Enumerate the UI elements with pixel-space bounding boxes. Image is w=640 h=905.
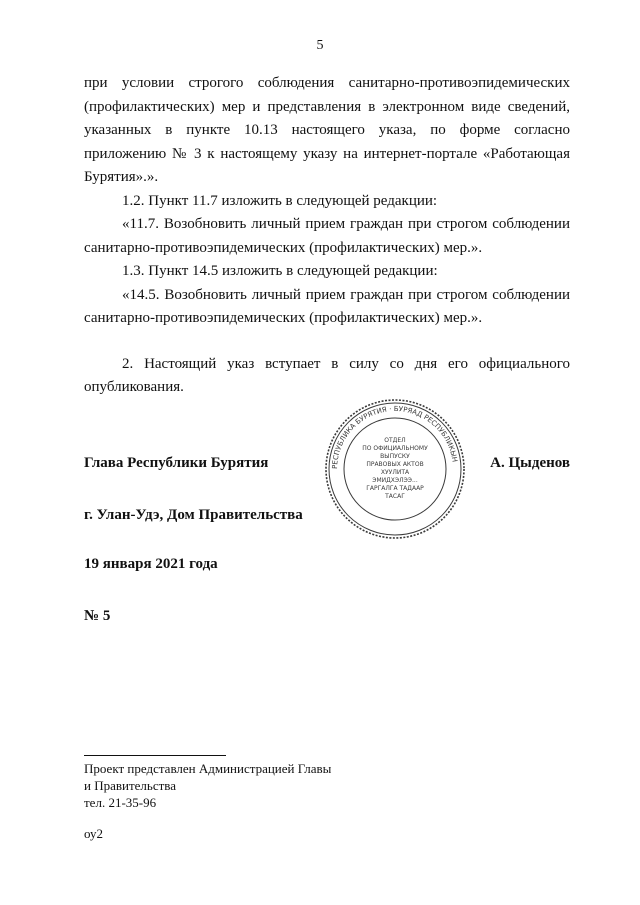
footer-note: [84, 755, 331, 842]
footer-phone: тел. 21-35-96: [84, 795, 157, 810]
seal-line: ПО ОФИЦИАЛЬНОМУ: [362, 445, 428, 452]
seal-line: ЭМИДХЭЛЭЭ...: [372, 477, 418, 484]
document-body: [84, 72, 570, 400]
signatory-name: А. Цыденов: [490, 455, 570, 471]
signing-place: г. Улан-Удэ, Дом Правительства: [84, 507, 303, 523]
paragraph-quote-11-7: «11.7. Возобновить личный прием граждан при строгом соблюдении санитарно-противоэпидемических (профилактических) мер.».: [84, 216, 570, 256]
seal-outer-text: РЕСПУБЛИКА БУРЯТИЯ · БУРЯАД РЕСПУБЛИКЫН: [330, 404, 459, 470]
paragraph-continuation: при условии строгого соблюдения санитарно-противоэпидемических (профилактических) мер и представления в электронном виде сведений, указанных в пункте 10.13 настоящего указа, по форме согласно приложению № 3 к настоящему указу на интернет-портале «Работающая Бурятия».».: [84, 75, 570, 185]
footnote-divider: [84, 755, 226, 756]
footer-line: и Правительства: [84, 778, 177, 793]
paragraph-item-1-2: 1.2. Пункт 11.7 изложить в следующей редакции:: [122, 192, 438, 209]
seal-line: ГАРГАЛГА ТАДААР: [366, 485, 424, 492]
seal-line: ХУУЛИТА: [380, 469, 410, 476]
page-number: 5: [316, 38, 324, 53]
paragraph-item-1-3: 1.3. Пункт 14.5 изложить в следующей редакции:: [122, 263, 438, 279]
seal-line: ТАСАГ: [385, 493, 405, 500]
signing-date: 19 января 2021 года: [84, 556, 218, 572]
paragraph-effective-date: 2. Настоящий указ вступает в силу со дня его официального опубликования.: [84, 355, 570, 395]
seal-line: ОТДЕЛ: [384, 437, 406, 444]
document-number: № 5: [84, 608, 111, 624]
seal-line: ВЫПУСКУ: [380, 453, 410, 460]
official-seal-stamp: [324, 398, 466, 540]
footer-code: оу2: [84, 826, 104, 841]
footer-line: Проект представлен Администрацией Главы: [84, 761, 332, 776]
signatory-title: Глава Республики Бурятия: [84, 455, 269, 471]
paragraph-quote-14-5: «14.5. Возобновить личный прием граждан при строгом соблюдении санитарно-противоэпидемических (профилактических) мер.».: [84, 286, 570, 326]
seal-line: ПРАВОВЫХ АКТОВ: [366, 461, 424, 468]
